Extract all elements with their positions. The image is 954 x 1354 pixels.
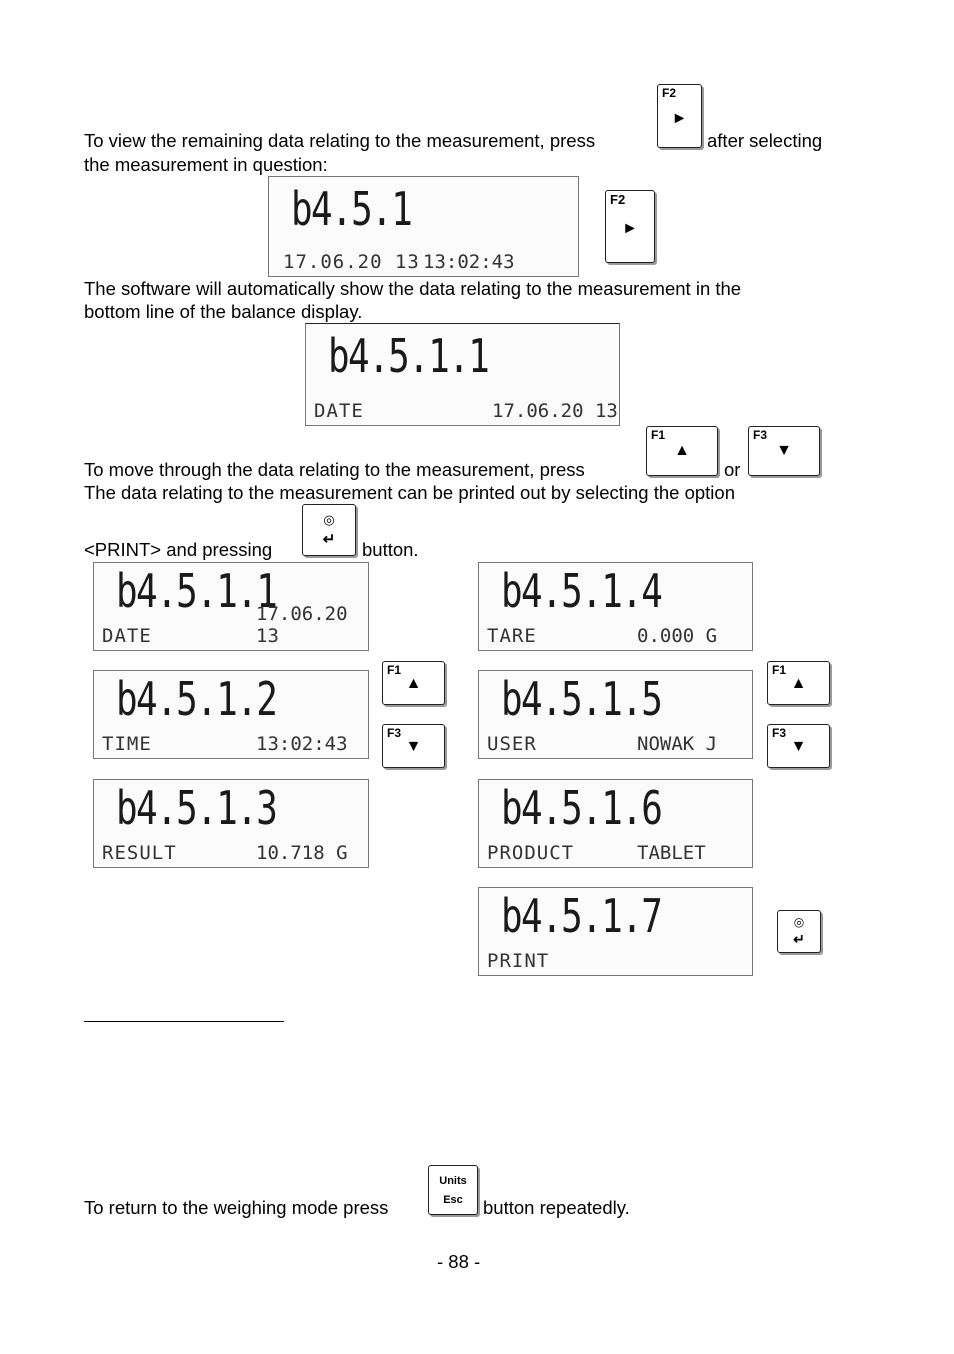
enter-arrow-icon: ↵ <box>793 931 805 947</box>
display-b4513-result <box>93 779 369 868</box>
display-main-code: b4.5.1.3 <box>116 781 277 835</box>
paragraph-3-line-2: The data relating to the measurement can be printed out by selecting the option <box>84 482 735 503</box>
paragraph-2-line-2: bottom line of the balance display. <box>84 301 363 322</box>
display-main-code: b4.5.1.4 <box>501 564 662 618</box>
f3-key-label: F3 <box>387 726 402 740</box>
up-arrow-icon: ▲ <box>790 675 807 692</box>
display-label: RESULT <box>102 842 177 864</box>
enter-arrow-icon: ↵ <box>322 531 336 548</box>
display-main-code: b4.5.1.2 <box>116 672 277 726</box>
display-date: 17.06.20 13 <box>283 251 420 273</box>
paragraph-3-line-3: <PRINT> and pressing <box>84 539 273 560</box>
paragraph-4: To return to the weighing mode press <box>84 1197 389 1218</box>
f1-up-key-right[interactable] <box>767 661 830 705</box>
f3-key-label: F3 <box>753 428 768 442</box>
display-label: PRODUCT <box>487 842 575 864</box>
display-main-code: b4.5.1 <box>291 182 412 236</box>
display-label: DATE <box>314 400 364 422</box>
paragraph-2-line-1: The software will automatically show the data relating to the measurement in the <box>84 278 742 299</box>
f1-key-label: F1 <box>387 663 402 677</box>
display-time: 13:02:43 <box>423 251 515 273</box>
display-value: 17.06.20 13 <box>256 603 348 647</box>
units-esc-key[interactable] <box>428 1165 478 1215</box>
f1-up-key[interactable] <box>646 426 718 476</box>
display-b4514-tare <box>478 562 753 651</box>
section-divider <box>84 1021 284 1022</box>
target-icon: ◎ <box>793 915 805 929</box>
display-label: DATE <box>102 625 152 647</box>
up-arrow-icon: ▲ <box>674 442 690 459</box>
paragraph-1-line-2: the measurement in question: <box>84 154 328 175</box>
f2-right-key-illustration[interactable] <box>605 190 655 263</box>
display-main-code: b4.5.1.6 <box>501 781 662 835</box>
target-icon: ◎ <box>323 512 335 527</box>
display-main-code: b4.5.1.7 <box>501 889 662 943</box>
display-label: PRINT <box>487 950 550 972</box>
display-main-code: b4.5.1.1 <box>328 329 489 383</box>
enter-key-print[interactable] <box>777 910 821 953</box>
page-number: - 88 - <box>437 1251 481 1272</box>
f3-down-key-right[interactable] <box>767 724 830 768</box>
display-value: 0.000 G <box>637 625 718 647</box>
right-arrow-icon: ► <box>671 110 688 127</box>
f2-key-label: F2 <box>610 192 626 207</box>
paragraph-1-line-1-end: after selecting <box>707 130 823 151</box>
display-value: 10.718 G <box>256 842 348 864</box>
down-arrow-icon: ▼ <box>405 738 422 755</box>
display-b4511-date <box>305 323 620 426</box>
display-b4517-print <box>478 887 753 976</box>
f1-key-label: F1 <box>651 428 666 442</box>
display-b4512-time <box>93 670 369 759</box>
paragraph-4-end: button repeatedly. <box>483 1197 630 1218</box>
display-value: TABLET <box>637 842 706 864</box>
f1-key-label: F1 <box>772 663 787 677</box>
display-label: TIME <box>102 733 152 755</box>
or-text: or <box>724 459 741 480</box>
display-b451 <box>268 176 579 277</box>
display-b4516-product <box>478 779 753 868</box>
esc-label: Esc <box>443 1194 463 1206</box>
display-value: 13:02:43 <box>256 733 348 755</box>
paragraph-3-line-1: To move through the data relating to the measurement, press <box>84 459 585 480</box>
display-value: 17.06.20 13 <box>492 400 618 422</box>
display-main-code: b4.5.1.1 <box>116 564 277 618</box>
display-b4511-date-grid <box>93 562 369 651</box>
f2-key-label: F2 <box>662 86 677 100</box>
display-value: NOWAK J <box>637 733 718 755</box>
f2-right-key[interactable] <box>657 84 702 148</box>
display-main-code: b4.5.1.5 <box>501 672 662 726</box>
display-b4515-user <box>478 670 753 759</box>
display-label: TARE <box>487 625 537 647</box>
right-arrow-icon: ► <box>622 220 638 237</box>
f1-up-key-left[interactable] <box>382 661 445 705</box>
display-label: USER <box>487 733 537 755</box>
f3-down-key-left[interactable] <box>382 724 445 768</box>
f3-key-label: F3 <box>772 726 787 740</box>
down-arrow-icon: ▼ <box>776 442 792 459</box>
paragraph-3-line-3-end: button. <box>362 539 419 560</box>
f3-down-key[interactable] <box>748 426 820 476</box>
paragraph-1-line-1: To view the remaining data relating to the measurement, press <box>84 130 596 151</box>
down-arrow-icon: ▼ <box>790 738 807 755</box>
units-label: Units <box>439 1175 467 1187</box>
enter-key[interactable] <box>302 504 356 556</box>
up-arrow-icon: ▲ <box>405 675 422 692</box>
